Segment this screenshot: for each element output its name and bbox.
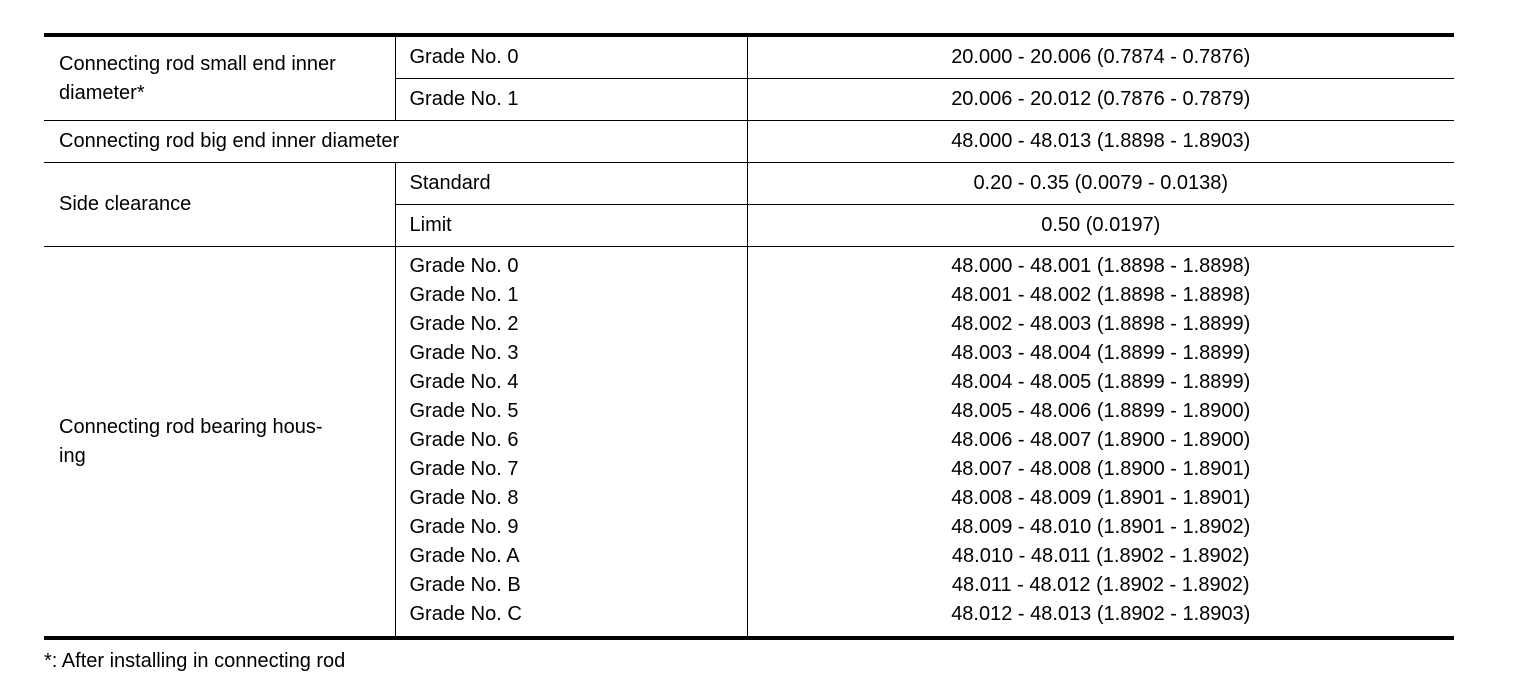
big-end-label-cell: Connecting rod big end inner diameter (44, 121, 747, 163)
list-item: Grade No. 5 (409, 400, 519, 422)
table-row (44, 247, 1454, 639)
value-cell: 48.000 - 48.013 (1.8898 - 1.8903) (747, 121, 1454, 163)
value-list (748, 247, 1455, 636)
list-item: 48.010 - 48.011 (1.8902 - 1.8902) (951, 545, 1250, 567)
grade-cell: Standard (395, 163, 747, 205)
list-item: 48.000 - 48.001 (1.8898 - 1.8898) (951, 255, 1251, 277)
list-item: Grade No. 0 (409, 255, 519, 277)
table-row (44, 163, 1454, 205)
bearing-housing-label-line1: Connecting rod bearing hous- (59, 415, 323, 438)
list-item: 48.006 - 48.007 (1.8900 - 1.8900) (951, 429, 1251, 451)
list-item: 48.004 - 48.005 (1.8899 - 1.8899) (951, 371, 1251, 393)
footnote: *: After installing in connecting rod (44, 650, 346, 672)
list-item: Grade No. 4 (409, 371, 519, 393)
list-item: Grade No. A (409, 545, 520, 567)
table-row (44, 121, 1454, 163)
bearing-housing-label-line2: ing (59, 444, 86, 467)
grade-list-cell (395, 247, 747, 639)
grade-cell: Grade No. 1 (395, 79, 747, 121)
list-item: Grade No. 7 (409, 458, 519, 480)
list-item: 48.011 - 48.012 (1.8902 - 1.8902) (951, 574, 1250, 596)
small-end-label-cell (44, 35, 395, 121)
list-item: 48.012 - 48.013 (1.8902 - 1.8903) (951, 603, 1251, 625)
list-item: 48.003 - 48.004 (1.8899 - 1.8899) (951, 342, 1251, 364)
small-end-label-line1: Connecting rod small end inner (59, 52, 336, 75)
list-item: 48.009 - 48.010 (1.8901 - 1.8902) (951, 516, 1251, 538)
grade-cell: Grade No. 0 (395, 35, 747, 79)
value-cell: 20.006 - 20.012 (0.7876 - 0.7879) (747, 79, 1454, 121)
value-cell: 20.000 - 20.006 (0.7874 - 0.7876) (747, 35, 1454, 79)
list-item: Grade No. C (409, 603, 522, 625)
value-list-cell (747, 247, 1454, 639)
list-item: 48.002 - 48.003 (1.8898 - 1.8899) (951, 313, 1251, 335)
spec-table (44, 33, 1454, 640)
list-item: 48.008 - 48.009 (1.8901 - 1.8901) (951, 487, 1251, 509)
value-cell: 0.20 - 0.35 (0.0079 - 0.0138) (747, 163, 1454, 205)
list-item: Grade No. 9 (409, 516, 519, 538)
bearing-housing-label-cell (44, 247, 395, 639)
list-item: Grade No. 1 (409, 284, 519, 306)
list-item: Grade No. B (409, 574, 521, 596)
side-clearance-label-cell: Side clearance (44, 163, 395, 247)
list-item: 48.001 - 48.002 (1.8898 - 1.8898) (951, 284, 1251, 306)
list-item: Grade No. 2 (409, 313, 519, 335)
list-item: 48.005 - 48.006 (1.8899 - 1.8900) (951, 400, 1251, 422)
value-cell: 0.50 (0.0197) (747, 205, 1454, 247)
list-item: 48.007 - 48.008 (1.8900 - 1.8901) (951, 458, 1251, 480)
list-item: Grade No. 8 (409, 487, 519, 509)
grade-cell: Limit (395, 205, 747, 247)
grade-list (410, 247, 747, 636)
small-end-label-line2: diameter* (59, 81, 145, 104)
table-row (44, 35, 1454, 79)
list-item: Grade No. 3 (409, 342, 519, 364)
list-item: Grade No. 6 (409, 429, 519, 451)
